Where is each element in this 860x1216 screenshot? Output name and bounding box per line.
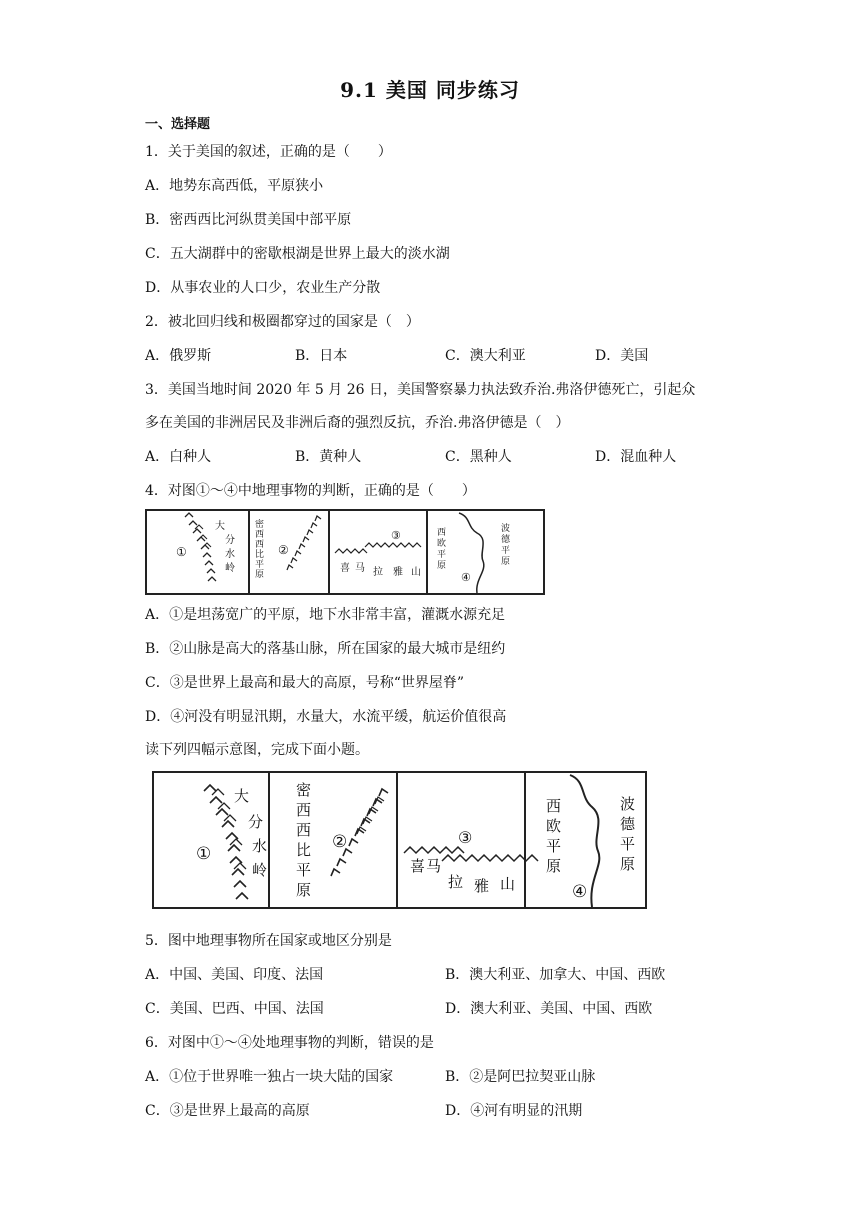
section-heading: 一、选择题: [145, 117, 211, 132]
q6-option-c: C．③是世界上最高的高原: [145, 1103, 310, 1119]
fig-large-p2-char5: 平: [296, 861, 312, 879]
fig-large-p4-right-3: 平: [620, 835, 636, 853]
fig-small-p4-right-3: 平: [501, 546, 511, 556]
q5-option-d: D．澳大利亚、美国、中国、西欧: [445, 1001, 653, 1017]
fig-large-p3-char3: 拉: [448, 873, 464, 891]
fig-large-p2-char2: 西: [296, 801, 312, 819]
q1-option-c: C．五大湖群中的密歇根湖是世界上最大的淡水湖: [145, 246, 450, 262]
fig-large-p4-right-1: 波: [620, 795, 636, 813]
q3-option-b: B．黄种人: [295, 449, 362, 465]
q5-option-b: B．澳大利亚、加拿大、中国、西欧: [445, 967, 666, 983]
figure-large: [152, 771, 648, 911]
fig-large-p3-char5: 山: [500, 875, 516, 893]
q5-stem: 5．图中地理事物所在国家或地区分别是: [145, 933, 392, 949]
fig-large-p4-num: ④: [572, 882, 588, 902]
q3-stem-line2: 多在美国的非洲居民及非洲后裔的强烈反抗，乔治.弗洛伊德是（ ）: [145, 415, 570, 431]
fig-large-p4-left-3: 平: [546, 837, 562, 855]
fig-large-p2-char1: 密: [296, 781, 312, 799]
fig-small-p2-char6: 原: [255, 570, 265, 580]
q2-option-c: C．澳大利亚: [445, 348, 526, 364]
fig-small-p4-num: ④: [461, 571, 471, 584]
fig-large-p1-char1: 大: [234, 787, 250, 805]
fig-small-p4-left-4: 原: [437, 561, 447, 571]
fig-small-p2-char3: 西: [255, 540, 265, 550]
q5-option-c: C．美国、巴西、中国、法国: [145, 1001, 324, 1017]
fig-large-p4-left-1: 西: [546, 797, 562, 815]
fig-small-p4-left-3: 平: [437, 550, 447, 560]
fig-small-p3-char1: 喜: [340, 563, 350, 574]
fig-small-p2-num: ②: [278, 543, 289, 557]
q1-option-a: A．地势东高西低，平原狭小: [145, 178, 324, 194]
fig-large-p1-num: ①: [196, 844, 212, 864]
fig-large-p2-char6: 原: [296, 881, 312, 899]
q6-option-b: B．②是阿巴拉契亚山脉: [445, 1069, 596, 1085]
fig-small-p2-char4: 比: [255, 550, 265, 560]
fig-small-p1-char4: 岭: [225, 563, 235, 574]
fig-small-p3-char3: 拉: [373, 567, 383, 578]
q2-option-b: B．日本: [295, 348, 348, 364]
q4-option-d: D．④河没有明显汛期，水量大，水流平缓，航运价值很高: [145, 709, 507, 725]
fig-small-p3-num: ③: [391, 529, 401, 542]
fig-large-p3-char4: 雅: [474, 877, 490, 895]
q4-option-c: C．③是世界上最高和最大的高原，号称“世界屋脊”: [145, 675, 465, 691]
q3-stem-line1: 3．美国当地时间 2020 年 5 月 26 日，美国警察暴力执法致乔治.弗洛伊德死亡，引起众: [145, 382, 696, 398]
q2-option-a: A．俄罗斯: [145, 348, 212, 364]
fig-large-p2-num: ②: [332, 832, 348, 852]
q1-stem: 1．关于美国的叙述，正确的是（ ）: [145, 144, 392, 160]
fig-large-p1-char4: 岭: [252, 861, 268, 879]
q6-stem: 6．对图中①～④处地理事物的判断，错误的是: [145, 1035, 434, 1051]
fig-small-p3-char5: 山: [411, 567, 421, 578]
fig-large-p4-left-4: 原: [546, 857, 562, 875]
intro-text: 读下列四幅示意图，完成下面小题。: [145, 742, 369, 758]
q3-option-c: C．黑种人: [445, 449, 512, 465]
fig-small-p1-num: ①: [176, 545, 187, 559]
fig-large-p3-num: ③: [458, 828, 473, 847]
q6-option-a: A．①位于世界唯一独占一块大陆的国家: [145, 1069, 394, 1085]
fig-small-p4-right-4: 原: [501, 557, 511, 567]
q4-stem: 4．对图①～④中地理事物的判断，正确的是（ ）: [145, 483, 476, 499]
fig-large-p3-char1: 喜: [410, 857, 426, 875]
figure-small: [145, 509, 545, 597]
fig-small-p4-right-1: 波: [501, 524, 511, 534]
fig-large-p3-char2: 马: [426, 857, 442, 875]
q4-option-a: A．①是坦荡宽广的平原，地下水非常丰富，灌溉水源充足: [145, 607, 506, 623]
fig-large-p1-char2: 分: [248, 813, 264, 831]
q1-option-b: B．密西西比河纵贯美国中部平原: [145, 212, 352, 228]
fig-small-p3-char2: 马: [355, 563, 365, 574]
page-title: 9.1 美国 同步练习: [340, 78, 520, 102]
q2-stem: 2．被北回归线和极圈都穿过的国家是（ ）: [145, 314, 420, 330]
fig-large-p4-right-4: 原: [620, 855, 636, 873]
q2-option-d: D．美国: [595, 348, 649, 364]
fig-large-p4-left-2: 欧: [546, 817, 562, 835]
fig-small-p2-char2: 西: [255, 530, 265, 540]
q5-option-a: A．中国、美国、印度、法国: [145, 967, 324, 983]
fig-small-p1-char1: 大: [215, 521, 225, 532]
fig-small-p2-char1: 密: [255, 520, 265, 530]
q1-option-d: D．从事农业的人口少，农业生产分散: [145, 280, 381, 296]
q6-option-d: D．④河有明显的汛期: [445, 1103, 583, 1119]
fig-small-p3-char4: 雅: [393, 567, 403, 578]
q3-option-a: A．白种人: [145, 449, 212, 465]
fig-small-p1-char2: 分: [225, 535, 235, 546]
fig-small-p4-left-2: 欧: [437, 539, 447, 549]
fig-large-p1-char3: 水: [252, 837, 268, 855]
fig-large-p2-char4: 比: [296, 841, 312, 859]
q3-option-d: D．混血种人: [595, 449, 677, 465]
fig-large-p4-right-2: 德: [620, 815, 636, 833]
q4-option-b: B．②山脉是高大的落基山脉，所在国家的最大城市是纽约: [145, 641, 506, 657]
fig-small-p2-char5: 平: [255, 560, 265, 570]
fig-small-p1-char3: 水: [225, 549, 235, 560]
fig-large-p2-char3: 西: [296, 821, 312, 839]
fig-small-p4-right-2: 德: [501, 535, 511, 545]
fig-small-p4-left-1: 西: [437, 528, 447, 538]
